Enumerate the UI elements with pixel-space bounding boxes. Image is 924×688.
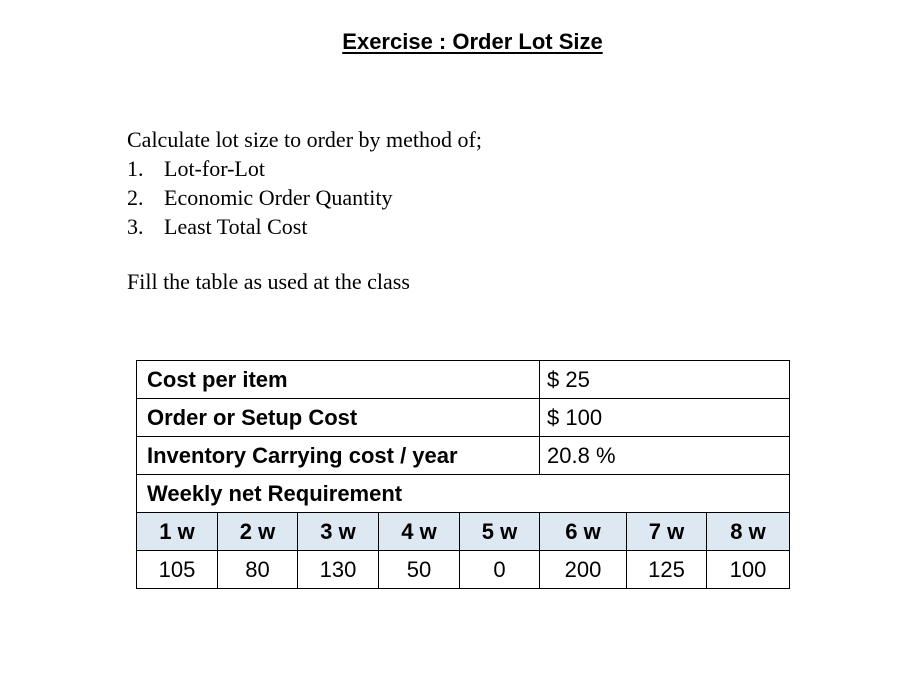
requirement-value: 125 — [627, 551, 707, 589]
setup-cost-label: Order or Setup Cost — [137, 399, 540, 437]
cost-per-item-value: $ 25 — [540, 361, 790, 399]
method-number: 1. — [127, 156, 144, 181]
instructions-intro: Calculate lot size to order by method of; — [127, 127, 482, 152]
requirement-value: 130 — [298, 551, 379, 589]
requirement-value: 80 — [218, 551, 298, 589]
week-header: 5 w — [460, 513, 540, 551]
instructions — [127, 125, 482, 241]
method-item — [127, 212, 482, 241]
requirement-value: 105 — [137, 551, 218, 589]
carrying-cost-value: 20.8 % — [540, 437, 790, 475]
method-label: Economic Order Quantity — [164, 185, 393, 210]
requirement-value: 50 — [379, 551, 460, 589]
fill-note: Fill the table as used at the class — [127, 269, 410, 294]
carrying-cost-label: Inventory Carrying cost / year — [137, 437, 540, 475]
cost-table — [136, 360, 790, 589]
week-header: 7 w — [627, 513, 707, 551]
week-header: 1 w — [137, 513, 218, 551]
weekly-requirement-label: Weekly net Requirement — [137, 475, 790, 513]
table-row-cost-per-item — [137, 361, 790, 399]
method-label: Least Total Cost — [164, 214, 308, 239]
method-item — [127, 183, 482, 212]
cost-per-item-label: Cost per item — [137, 361, 540, 399]
week-header: 2 w — [218, 513, 298, 551]
table-row-setup-cost — [137, 399, 790, 437]
page-title: Exercise : Order Lot Size — [342, 29, 603, 54]
week-header: 6 w — [540, 513, 627, 551]
table-row-requirements — [137, 551, 790, 589]
requirement-value: 0 — [460, 551, 540, 589]
table-row-weeks — [137, 513, 790, 551]
table-row-carrying-cost — [137, 437, 790, 475]
method-number: 3. — [127, 214, 144, 239]
setup-cost-value: $ 100 — [540, 399, 790, 437]
table-row-weekly-label — [137, 475, 790, 513]
methods-list — [127, 154, 482, 241]
week-header: 4 w — [379, 513, 460, 551]
week-header: 3 w — [298, 513, 379, 551]
requirement-value: 200 — [540, 551, 627, 589]
method-number: 2. — [127, 185, 144, 210]
method-label: Lot-for-Lot — [164, 156, 265, 181]
requirement-value: 100 — [707, 551, 790, 589]
method-item — [127, 154, 482, 183]
week-header: 8 w — [707, 513, 790, 551]
